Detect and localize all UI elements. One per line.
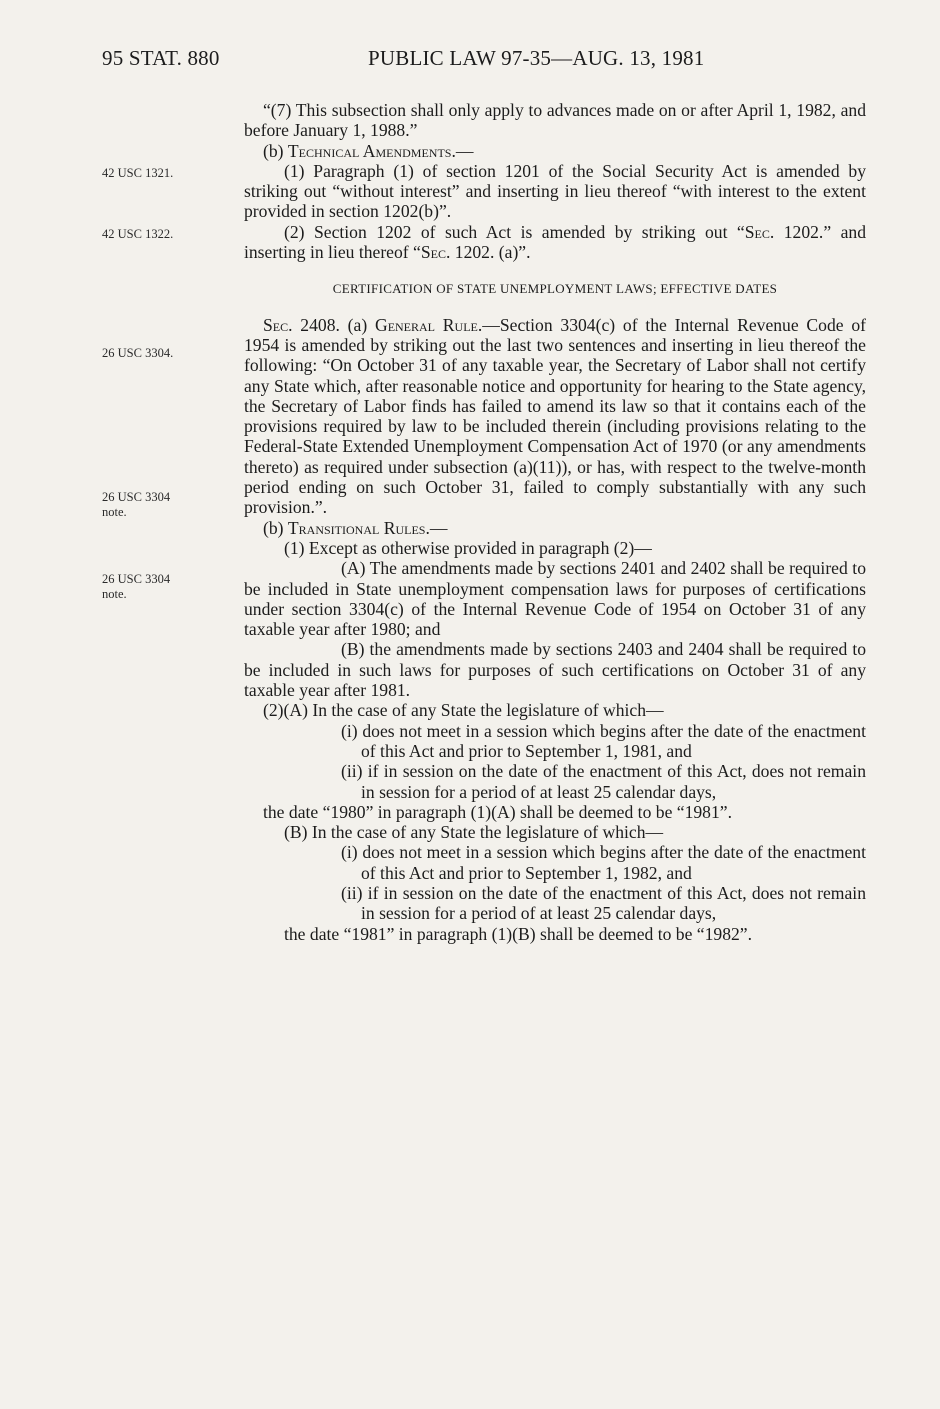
transitional-2A: (2)(A) In the case of any State the legislature of which— [263, 700, 664, 721]
paragraph-7: “(7) This subsection shall only apply to advances made on or after April 1, 1982, and before January 1, 1988.” [244, 100, 866, 141]
transitional-2A-ii: (ii) if in session on the date of the enactment of this Act, does not remain in session for a period of at least 25 calendar days, [341, 761, 866, 802]
general-rule-heading: General Rule. [374, 314, 483, 335]
text-run: 2408. (a) [292, 314, 375, 335]
transitional-1A: (A) The amendments made by sections 2401 and 2402 shall be required to be included in State unemployment compensation laws for purposes of certifications under section 3304(c) of the Internal Revenue Code of 1954 on October 31 of any taxable year after 1980; and [244, 558, 866, 640]
margin-note-26usc3304-note-a [102, 490, 170, 520]
transitional-2A-i: (i) does not meet in a session which begins after the date of the enactment of this Act and prior to September 1, 1981, and [341, 720, 866, 761]
margin-note-26usc3304-note-b [102, 572, 170, 602]
tech-prefix: (b) [263, 140, 288, 161]
stat-page-number: 95 STAT. 880 [102, 46, 220, 70]
transitional-2B-i: (i) does not meet in a session which begins after the date of the enactment of this Act and prior to September 1, 1982, and [341, 842, 866, 883]
margin-note-42usc1322: 42 USC 1322. [102, 227, 174, 241]
transitional-2B-tail: the date “1981” in paragraph (1)(B) shall be deemed to be “1982”. [284, 923, 753, 944]
trans-prefix: (b) [263, 517, 288, 538]
text-run-sc: Sec. [420, 242, 451, 263]
margin-note-line: 26 USC 3304 [102, 490, 171, 504]
margin-note-42usc1321: 42 USC 1321. [102, 166, 174, 180]
technical-amendments-heading [244, 141, 866, 161]
text-run: 1202. (a)”. [450, 242, 531, 263]
transitional-1B: (B) the amendments made by sections 2403 and 2404 shall be required to be included in such laws for purposes of such certifications on October 31 of any taxable year after 1981. [244, 639, 866, 701]
section-2408-general-rule [244, 315, 866, 518]
margin-note-line: note. [102, 587, 127, 601]
technical-amendment-2 [244, 222, 866, 263]
text-run-sc: Sec. [744, 221, 775, 242]
transitional-2B-ii: (ii) if in session on the date of the enactment of this Act, does not remain in session for a period of at least 25 calendar days, [341, 882, 866, 924]
transitional-1: (1) Except as otherwise provided in paragraph (2)— [284, 537, 652, 558]
margin-note-26usc3304 [102, 346, 173, 361]
transitional-2A-tail: the date “1980” in paragraph (1)(A) shall be deemed to be “1981”. [263, 801, 732, 822]
trans-heading: Transitional Rules.— [287, 517, 448, 538]
transitional-rules-heading [244, 518, 866, 538]
sec-label: Sec. [263, 314, 293, 335]
text-run: (2) Section 1202 of such Act is amended by striking out “ [284, 221, 745, 242]
margin-note-line: 26 USC 3304 [102, 572, 171, 586]
technical-amendment-1: (1) Paragraph (1) of section 1201 of the Social Security Act is amended by striking out “without interest” and inserting in lieu thereof “with interest to the extent provided in section 1202(b)”. [244, 160, 866, 222]
text-run: 1202.” and inserting in lieu thereof “ [244, 221, 866, 263]
law-title-header: PUBLIC LAW 97-35—AUG. 13, 1981 [368, 46, 705, 70]
text-run: —Section 3304(c) of the Internal Revenue Code of 1954 is amended by striking out the last two sentences and inserting in lieu thereof the following: “On October 31 of any taxable year, the Secretary of Labor shall not certify any State which, after reasonable notice and opportunity for hearing to the State agency, the Secretary of Labor finds has failed to amend its law so that it contains each of the provisions required by law to be included therein (including provisions relating to the Federal-State Extended Unemployment Compensation Act of 1970 (or any amendments thereto) as required under subsection (a)(11)), or has, with respect to the twelve-month period ending on such October 31, failed to comply substantially with any such provision.”. [244, 314, 867, 518]
section-heading: CERTIFICATION OF STATE UNEMPLOYMENT LAWS; EFFECTIVE DATES [332, 281, 778, 297]
tech-heading: Technical Amendments.— [287, 140, 474, 161]
transitional-2B: (B) In the case of any State the legislature of which— [284, 822, 664, 843]
law-text-body [244, 100, 866, 944]
margin-note-text: 26 USC 3304. [102, 346, 174, 360]
margin-note-line: note. [102, 505, 127, 519]
